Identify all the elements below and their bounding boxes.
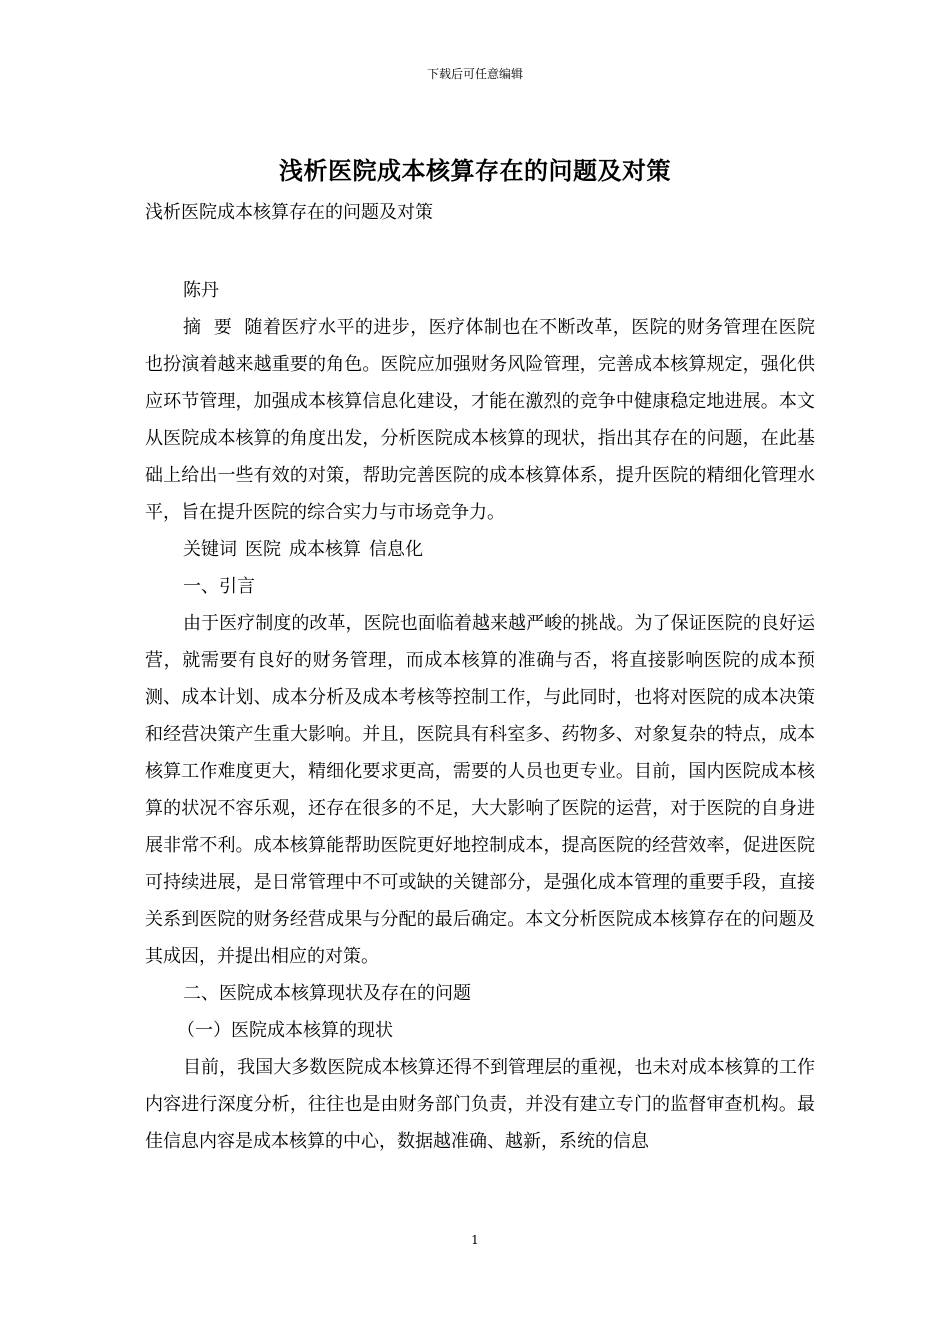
section-heading: 一、引言	[183, 576, 255, 597]
author-name: 陈丹	[183, 280, 219, 301]
document-subtitle: 浅析医院成本核算存在的问题及对策	[145, 202, 433, 223]
keywords-label: 关键词	[183, 539, 237, 560]
keywords-line	[145, 531, 815, 568]
abstract-label: 摘 要	[183, 317, 233, 338]
section-heading: 二、医院成本核算现状及存在的问题	[183, 983, 471, 1004]
body-paragraph: 由于医疗制度的改革，医院也面临着越来越严峻的挑战。为了保证医院的良好运营，就需要有良好的财务管理，而成本核算的准确与否，将直接影响医院的成本预测、成本计划、成本分析及成本考核等控制工作，与此同时，也将对医院的成本决策和经营决策产生重大影响。并且，医院具有科室多、药物多、对象复杂的特点，成本核算工作难度更大，精细化要求更高，需要的人员也更专业。目前，国内医院成本核算的状况不容乐观，还存在很多的不足，大大影响了医院的运营，对于医院的自身进展非常不利。成本核算能帮助医院更好地控制成本，提高医院的经营效率，促进医院可持续进展，是日常管理中不可或缺的关键部分，是强化成本管理的重要手段，直接关系到医院的财务经营成果与分配的最后确定。本文分析医院成本核算存在的问题及其成因，并提出相应的对策。	[145, 613, 815, 967]
subsection-heading: （一）医院成本核算的现状	[177, 1020, 393, 1041]
keyword-item: 成本核算	[289, 539, 361, 560]
header-note: 下载后可任意编辑	[426, 67, 523, 81]
body-paragraph: 目前，我国大多数医院成本核算还得不到管理层的重视，也未对成本核算的工作内容进行深度分析，往往也是由财务部门负责，并没有建立专门的监督审查机构。最佳信息内容是成本核算的中心，数据越准确、越新，系统的信息	[145, 1057, 815, 1152]
abstract-text: 随着医疗水平的进步，医疗体制也在不断改革，医院的财务管理在医院也扮演着越来越重要的角色。医院应加强财务风险管理，完善成本核算规定，强化供应环节管理，加强成本核算信息化建设，才能在激烈的竞争中健康稳定地进展。本文从医院成本核算的角度出发，分析医院成本核算的现状，指出其存在的问题，在此基础上给出一些有效的对策，帮助完善医院的成本核算体系，提升医院的精细化管理水平，旨在提升医院的综合实力与市场竞争力。	[145, 317, 815, 523]
page-number: 1	[471, 1233, 479, 1247]
document-title: 浅析医院成本核算存在的问题及对策	[279, 156, 671, 185]
keyword-item: 信息化	[369, 539, 423, 560]
keyword-item: 医院	[245, 539, 281, 560]
document-body	[145, 272, 815, 1160]
abstract-paragraph	[145, 309, 815, 531]
